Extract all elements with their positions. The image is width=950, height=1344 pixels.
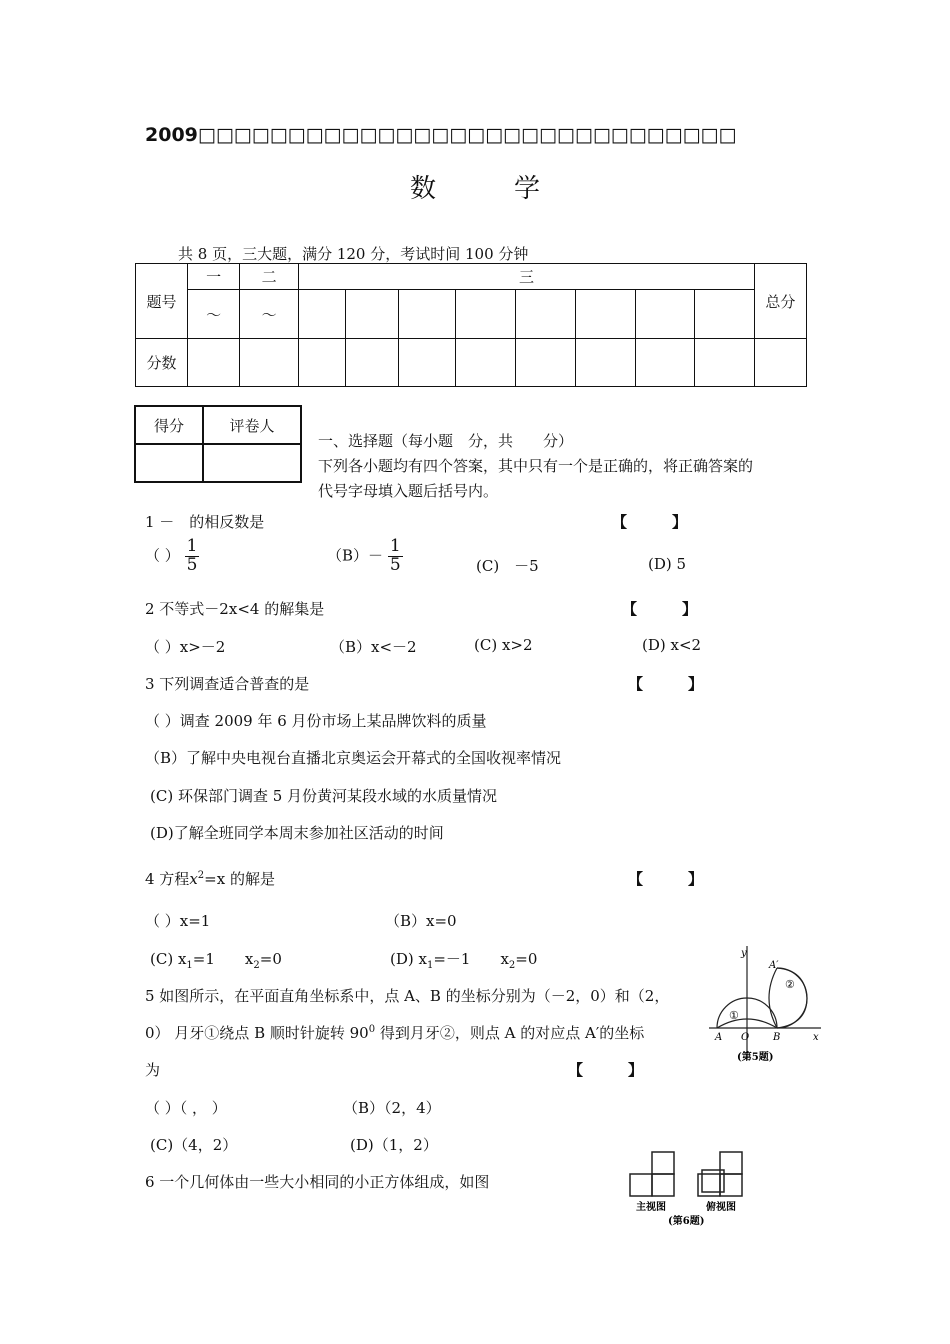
q6-front-label: 主视图 <box>636 1202 666 1213</box>
q4-option-d[interactable] <box>390 948 537 971</box>
q5-line2 <box>145 1022 644 1043</box>
q1-b-num: 1 <box>389 536 401 556</box>
col-two: 二 <box>240 264 299 290</box>
grader-score-label: 得分 <box>135 406 203 444</box>
score-input-cell[interactable] <box>240 339 299 387</box>
q1-a-den: 5 <box>186 554 198 575</box>
score-cell <box>515 290 575 339</box>
q5-caption: (第5题) <box>737 1052 774 1063</box>
q5-line2-sup: 0 <box>368 1024 376 1035</box>
q1-option-c[interactable]: (C) －5 <box>476 557 539 575</box>
q2-option-d[interactable]: (D) x<2 <box>642 636 702 654</box>
row-label-score: 分数 <box>136 339 188 387</box>
q4-d-sub1: 1 <box>426 960 434 971</box>
q2-option-c[interactable]: (C) x>2 <box>474 636 533 654</box>
q4-stem <box>145 868 275 889</box>
score-cell <box>635 290 694 339</box>
score-cell <box>346 290 399 339</box>
q1-b-fraction <box>388 538 403 575</box>
score-cell <box>694 290 754 339</box>
q5-label-moon1: ① <box>729 1009 739 1022</box>
score-cell <box>456 290 515 339</box>
score-input-cell[interactable] <box>188 339 240 387</box>
exam-title: 2009□□□□□□□□□□□□□□□□□□□□□□□□□□□□□□ <box>145 124 737 146</box>
q6-stem: 6 一个几何体由一些大小相同的小正方体组成，如图 <box>145 1173 490 1191</box>
col-one: 一 <box>188 264 240 290</box>
q4-d-part3: =0 <box>515 950 538 968</box>
score-input-cell[interactable] <box>346 339 399 387</box>
q4-d-part1: (D) x <box>390 950 427 968</box>
q3-option-c[interactable]: (C) 环保部门调查 5 月份黄河某段水域的水质量情况 <box>150 787 498 805</box>
q5-label-o: O <box>741 1032 750 1043</box>
q1-option-b[interactable] <box>327 538 403 575</box>
q4-stem-suffix: =x 的解是 <box>204 870 275 888</box>
score-cell <box>299 290 346 339</box>
q4-option-c[interactable] <box>150 948 282 971</box>
q4-c-sub1: 1 <box>186 960 193 971</box>
q6-front-square <box>630 1174 652 1196</box>
q1-option-a[interactable] <box>145 538 199 575</box>
q3-stem: 3 下列调查适合普查的是 <box>145 675 310 693</box>
q4-c-part3: =0 <box>259 950 282 968</box>
section-heading: 一、选择题（每小题 分，共 分） <box>318 432 574 450</box>
score-input-cell[interactable] <box>575 339 635 387</box>
q4-c-part2: =1 x <box>192 950 254 968</box>
q4-stem-x: x <box>189 870 198 888</box>
section-instruction-2: 代号字母填入题后括号内。 <box>318 482 499 500</box>
score-input-cell[interactable] <box>299 339 346 387</box>
q5-figure <box>705 940 825 1070</box>
q5-option-a[interactable]: （ ）（ ， ） <box>145 1099 227 1117</box>
q1-answer-bracket[interactable]: 【 】 <box>612 513 688 531</box>
q5-label-a: A <box>715 1032 723 1043</box>
q4-stem-sup: 2 <box>197 870 205 881</box>
q5-option-b[interactable]: （B）（2，4） <box>343 1099 441 1117</box>
q3-option-d[interactable]: (D)了解全班同学本周末参加社区活动的时间 <box>150 824 444 842</box>
q3-option-a[interactable]: （ ）调查 2009 年 6 月份市场上某品牌饮料的质量 <box>145 712 487 730</box>
score-cell <box>399 290 456 339</box>
q1-a-fraction <box>185 538 200 575</box>
q5-answer-bracket[interactable]: 【 】 <box>568 1061 644 1079</box>
q2-stem: 2 不等式－2x<4 的解集是 <box>145 600 325 618</box>
q6-front-square <box>652 1152 674 1174</box>
q3-option-b[interactable]: （B）了解中央电视台直播北京奥运会开幕式的全国收视率情况 <box>145 749 562 767</box>
q4-d-sub2: 2 <box>508 960 516 971</box>
q1-stem: 1 － 的相反数是 <box>145 513 265 531</box>
grader-box <box>134 405 302 483</box>
q1-a-num: 1 <box>186 536 198 556</box>
grader-name-label: 评卷人 <box>203 406 301 444</box>
q2-option-a[interactable]: （ ）x>－2 <box>145 638 226 656</box>
score-input-cell[interactable] <box>694 339 754 387</box>
score-cell <box>575 290 635 339</box>
score-table <box>135 263 807 387</box>
q6-front-square <box>652 1174 674 1196</box>
q5-option-d[interactable]: (D)（1，2） <box>350 1136 438 1154</box>
q6-top-label: 俯视图 <box>706 1202 736 1213</box>
grader-score-input[interactable] <box>135 444 203 482</box>
q4-option-a[interactable]: （ ）x=1 <box>145 912 211 930</box>
q6-figure <box>622 1150 752 1230</box>
q1-option-d[interactable]: (D) 5 <box>648 555 687 573</box>
score-input-cell[interactable] <box>515 339 575 387</box>
score-input-cell[interactable] <box>399 339 456 387</box>
q5-line2-b: 得到月牙②，则点 A 的对应点 A′的坐标 <box>375 1024 645 1042</box>
q5-line3: 为 <box>145 1061 161 1079</box>
subject-title: 数 学 <box>410 174 541 204</box>
exam-info: 共 8 页，三大题，满分 120 分，考试时间 100 分钟 <box>178 245 529 263</box>
q5-label-x: x <box>813 1032 819 1043</box>
col-three: 三 <box>299 264 755 290</box>
q2-answer-bracket[interactable]: 【 】 <box>622 600 698 618</box>
q1-b-prefix: （B）－ <box>327 546 384 565</box>
q4-c-sub2: 2 <box>253 960 260 971</box>
col-total: 总分 <box>754 264 806 339</box>
section-instruction-1: 下列各小题均有四个答案，其中只有一个是正确的，将正确答案的 <box>318 457 754 475</box>
q6-caption: (第6题) <box>668 1216 705 1227</box>
row-label-question: 题号 <box>136 264 188 339</box>
q4-answer-bracket[interactable]: 【 】 <box>628 870 704 888</box>
score-input-cell[interactable] <box>635 339 694 387</box>
q4-d-part2: =－1 x <box>433 950 509 968</box>
q5-moon2-shape <box>777 968 807 1028</box>
q5-option-c[interactable]: (C)（4，2） <box>150 1136 238 1154</box>
q1-a-prefix: （ ） <box>145 546 180 565</box>
q5-label-moon2: ② <box>785 978 795 991</box>
q4-c-part1: (C) x <box>150 950 187 968</box>
q5-moon2-outer <box>777 968 807 1028</box>
q5-label-b: B <box>773 1032 781 1043</box>
tilde-one: ～ <box>188 290 240 339</box>
q3-answer-bracket[interactable]: 【 】 <box>628 675 704 693</box>
tilde-two: ～ <box>240 290 299 339</box>
score-input-cell[interactable] <box>456 339 515 387</box>
q5-label-y: y <box>741 948 747 959</box>
q1-b-den: 5 <box>389 554 401 575</box>
q5-line2-a: 0） 月牙①绕点 B 顺时针旋转 90 <box>145 1024 369 1042</box>
grader-name-input[interactable] <box>203 444 301 482</box>
q5-label-a-prime: A′ <box>769 960 779 971</box>
q4-stem-prefix: 4 方程 <box>145 870 190 888</box>
score-input-cell[interactable] <box>754 339 806 387</box>
q5-line1: 5 如图所示，在平面直角坐标系中，点 A、B 的坐标分别为（－2，0）和（2， <box>145 987 670 1005</box>
q2-option-b[interactable]: （B）x<－2 <box>330 638 417 656</box>
q4-option-b[interactable]: （B）x=0 <box>385 912 457 930</box>
